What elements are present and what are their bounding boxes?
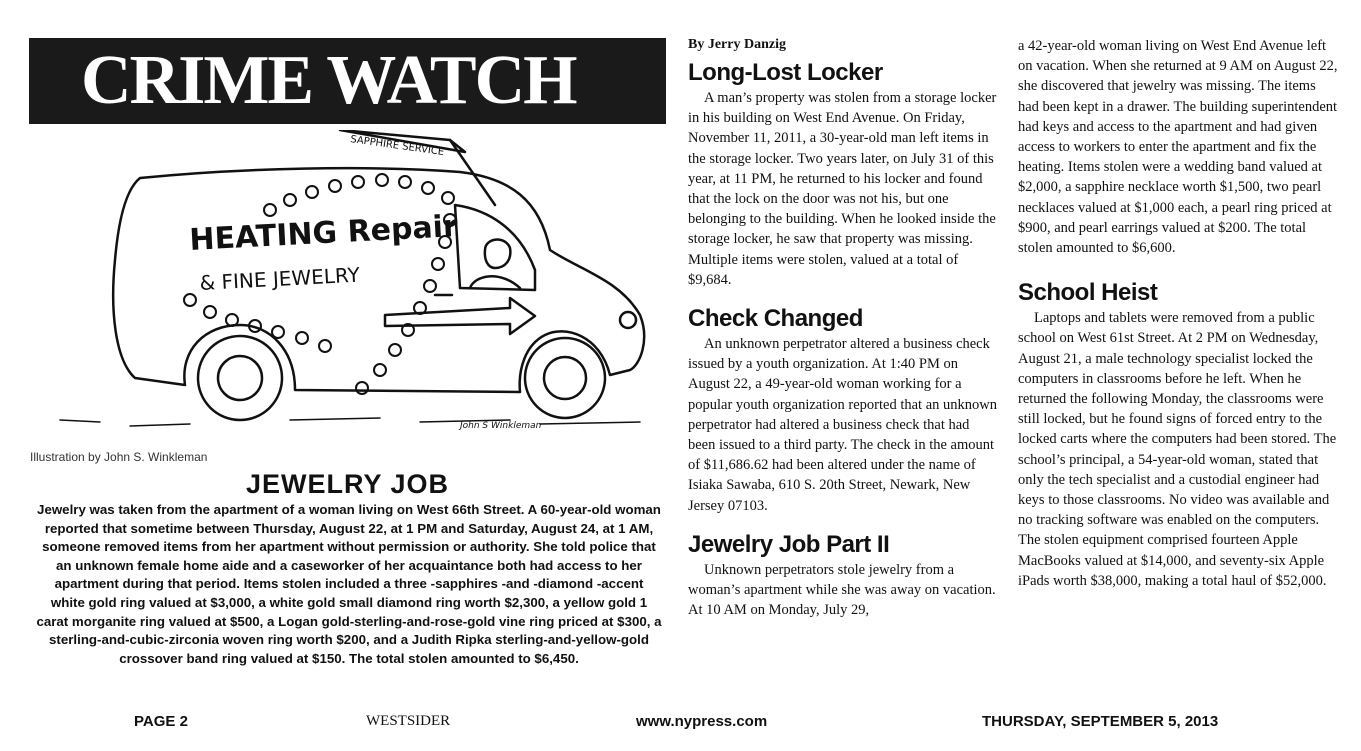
school-body: Laptops and tablets were removed from a public school on West 61st Street. At 2 PM on Wednesday, August 21, a male technology specialist locked the computers in classrooms before he left. When he returned the following Monday, the classrooms were still locked, but he found signs of forced entry to the locked carts where the computers had been stored. The school’s principal, a 54-year-old woman, stated that only the tech specialist and a custodial engineer had keys to those classrooms. No video was available and no tracking software was enabled on the computers. The stolen equipment comprised fourteen Apple MacBooks valued at $14,000, and seventy-six Apple iPads worth $38,000, making a total haul of $52,000. — [1018, 310, 1337, 589]
locker-body: A man’s property was stolen from a storage locker in his building on West End Avenue. On Friday, November 11, 2011, a 30-year-old man left items in the storage locker. Two years later, on July 31 of this year, at 11 PM, he returned to his locker and found that the lock on the door was not his, but one belonging to the building. When he looked inside the storage locker, he saw that property was missing. Multiple items were stolen, valued at a total of $9,684. — [688, 90, 997, 288]
ground-lines — [60, 418, 640, 426]
footer-url: www.nypress.com — [636, 713, 768, 730]
rear-wheel — [198, 336, 282, 420]
driver-head — [485, 240, 510, 268]
illustration-credit: Illustration by John S. Winkleman — [30, 450, 208, 464]
locker-headline: Long-Lost Locker — [688, 59, 883, 86]
headlight — [620, 312, 636, 328]
masthead-title: CRIME WATCH — [81, 42, 576, 119]
van-illustration — [40, 130, 670, 448]
jewelry2-body-start: Unknown perpetrators stole jewelry from a woman’s apartment while she was away on vacation. At 10 AM on Monday, July 29, — [688, 561, 996, 619]
byline: By Jerry Danzig — [688, 37, 786, 52]
front-wheel — [525, 338, 605, 418]
jewelry2-headline: Jewelry Job Part II — [688, 530, 890, 558]
van-body — [113, 168, 644, 392]
artist-signature: John S Winkleman — [460, 421, 542, 431]
footer-page-number: PAGE 2 — [134, 713, 188, 730]
check-headline: Check Changed — [688, 305, 863, 333]
masthead-banner — [29, 38, 666, 124]
column-right — [1018, 36, 1338, 591]
van-sign-heating: HEATING Repair — [188, 208, 459, 258]
van-sign-jewelry: & FINE JEWELRY — [199, 262, 361, 295]
rear-hubcap — [218, 356, 262, 400]
school-headline: School Heist — [1018, 279, 1158, 307]
page-footer — [0, 711, 1361, 735]
check-body: An unknown perpetrator altered a business check issued by a youth organization. At 1:40 PM on August 22, a 49-year-old woman working for a popular youth organization reported that an unknown perpetrator had altered a business check that had been issued to a third party. The check in the amount of $11,686.62 had been altered under the name of Isiaka Sawaba, 610 S. 20th Street, Newark, New Jersey 07103. — [688, 336, 997, 514]
footer-date: THURSDAY, SEPTEMBER 5, 2013 — [982, 713, 1219, 730]
flag-text: SAPPHIRE SERVICE — [349, 134, 445, 159]
driver-shoulders — [470, 276, 520, 288]
van-arrow — [385, 298, 535, 334]
footer-publication: WESTSIDER — [366, 713, 451, 729]
column-left — [688, 36, 998, 620]
lead-story-body: Jewelry was taken from the apartment of a woman living on West 66th Street. A 60-year-old woman reported that sometime between Thursday, August 22, at 1 PM and Saturday, August 24, at 1 AM, someone removed items from her apartment without permission or authority. She told police that an unknown female home aide and a caseworker of her acquaintance both had access to her apartment during that period. Items stolen included a three -sapphires -and -diamond -accent white gold ring valued at $3,000, a white gold small diamond ring worth $2,300, a yellow gold 1 carat morganite ring valued at $500, a Logan gold-sterling-and-rose-gold vine ring priced at $300, a sterling-and-cubic-zirconia woven ring worth $200, and a Judith Ripka sterling-and-yellow-gold crossover band ring valued at $150. The total stolen amounted to $6,450. — [36, 502, 662, 666]
front-hubcap — [544, 357, 586, 399]
lead-story-headline: JEWELRY JOB — [245, 469, 450, 499]
jewelry2-body-continued: a 42-year-old woman living on West End Avenue left on vacation. When she returned at 9 AM on August 22, she discovered that jewelry was missing. The items had been kept in a drawer. The building superintendent had keys and access to the apartment and had given access to workers to enter the apartment and fix the heating. Items stolen were a wedding band valued at $2,000, a sapphire necklace worth $1,500, two pearl necklaces valued at $1,000 each, a pearl ring priced at $900, and pearl earrings valued at $200. The total stolen amounted to $6,600. — [1018, 38, 1338, 257]
